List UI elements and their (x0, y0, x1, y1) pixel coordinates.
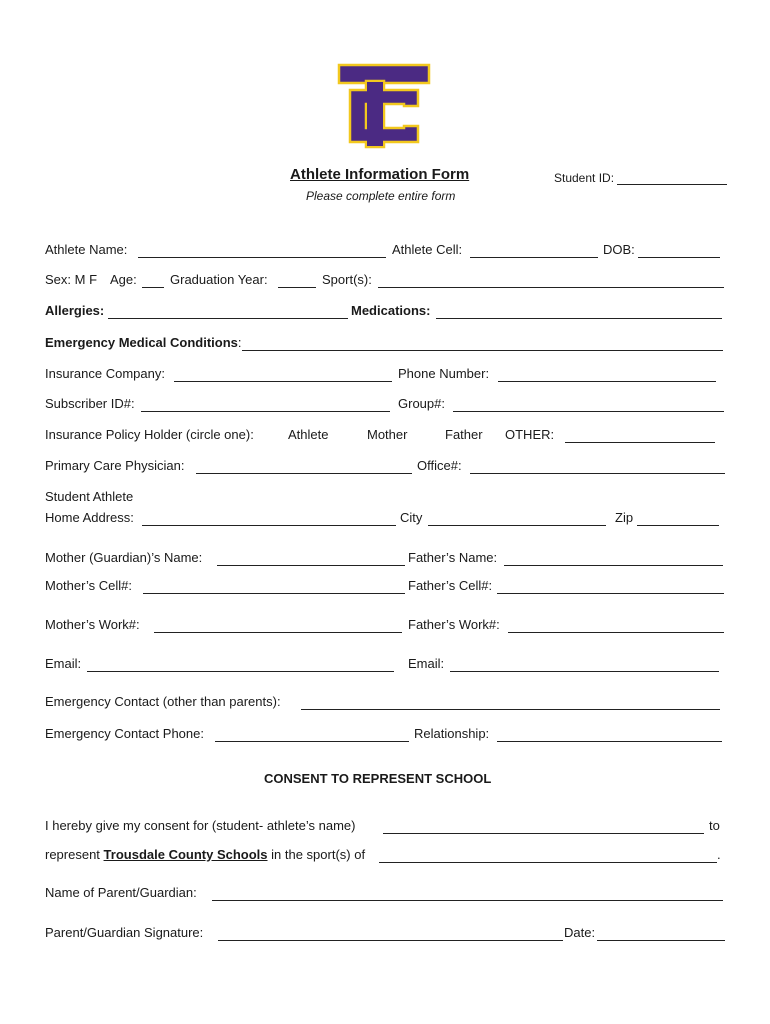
signature-field[interactable] (218, 940, 563, 941)
mother-work-label: Mother’s Work#: (45, 617, 140, 632)
office-label: Office#: (417, 458, 462, 473)
policy-option-mother[interactable]: Mother (367, 427, 408, 442)
student-id-field[interactable] (617, 184, 727, 185)
phone-number-label: Phone Number: (398, 366, 490, 381)
address-label-line1: Student Athlete (45, 489, 134, 504)
father-work-label: Father’s Work#: (408, 617, 500, 632)
emergency-conditions-label (45, 335, 242, 350)
athlete-name-label: Athlete Name: (45, 242, 128, 257)
office-field[interactable] (470, 473, 725, 474)
policy-other-field[interactable] (565, 442, 715, 443)
address-label-line2: Home Address: (45, 510, 134, 525)
age-field[interactable] (142, 287, 164, 288)
zip-field[interactable] (637, 525, 719, 526)
consent-sport-field[interactable] (379, 862, 717, 863)
school-logo (336, 62, 432, 152)
mother-email-label: Email: (45, 656, 82, 671)
allergies-field[interactable] (108, 318, 348, 319)
city-field[interactable] (428, 525, 606, 526)
mother-cell-label: Mother’s Cell#: (45, 578, 132, 593)
medications-label: Medications: (351, 303, 431, 318)
mother-name-label: Mother (Guardian)’s Name: (45, 550, 203, 565)
parent-name-label: Name of Parent/Guardian: (45, 885, 197, 900)
consent-title: CONSENT TO REPRESENT SCHOOL (264, 771, 492, 786)
mother-name-field[interactable] (217, 565, 405, 566)
allergies-label: Allergies: (45, 303, 105, 318)
policy-option-father[interactable]: Father (445, 427, 483, 442)
insurance-company-field[interactable] (174, 381, 392, 382)
athlete-cell-field[interactable] (470, 257, 598, 258)
mother-cell-field[interactable] (143, 593, 405, 594)
father-email-label: Email: (408, 656, 445, 671)
subscriber-id-label: Subscriber ID#: (45, 396, 135, 411)
subscriber-id-field[interactable] (141, 411, 390, 412)
grad-year-field[interactable] (278, 287, 316, 288)
father-cell-field[interactable] (497, 593, 724, 594)
relationship-label: Relationship: (414, 726, 490, 741)
medications-field[interactable] (436, 318, 722, 319)
policy-option-athlete[interactable]: Athlete (288, 427, 329, 442)
form-title: Athlete Information Form (290, 166, 470, 183)
emergency-contact-label: Emergency Contact (other than parents): (45, 694, 281, 709)
city-label: City (400, 510, 423, 525)
consent-line1-text: I hereby give my consent for (student- athlete’s name) (45, 818, 356, 833)
relationship-field[interactable] (497, 741, 722, 742)
sex-label: Sex: M F (45, 272, 98, 287)
insurance-company-label: Insurance Company: (45, 366, 165, 381)
phone-number-field[interactable] (498, 381, 716, 382)
group-label: Group#: (398, 396, 445, 411)
dob-field[interactable] (638, 257, 720, 258)
consent-line2-end: . (717, 847, 721, 862)
mother-email-field[interactable] (87, 671, 394, 672)
consent-line1-end: to (709, 818, 720, 833)
physician-label: Primary Care Physician: (45, 458, 185, 473)
policy-holder-label: Insurance Policy Holder (circle one): (45, 427, 254, 442)
sports-label: Sport(s): (322, 272, 372, 287)
form-subtitle: Please complete entire form (306, 189, 456, 203)
address-field[interactable] (142, 525, 396, 526)
grad-year-label: Graduation Year: (170, 272, 268, 287)
group-field[interactable] (453, 411, 724, 412)
consent-represent-text: represent (45, 847, 100, 862)
father-name-field[interactable] (504, 565, 723, 566)
father-cell-label: Father’s Cell#: (408, 578, 493, 593)
physician-field[interactable] (196, 473, 412, 474)
emergency-conditions-text: Emergency Medical Conditions (45, 335, 238, 350)
emergency-contact-field[interactable] (301, 709, 720, 710)
dob-label: DOB: (603, 242, 635, 257)
consent-line2 (45, 847, 365, 862)
age-label: Age: (110, 272, 137, 287)
emergency-conditions-field[interactable] (242, 350, 723, 351)
consent-student-name-field[interactable] (383, 833, 704, 834)
zip-label: Zip (615, 510, 634, 525)
father-email-field[interactable] (450, 671, 719, 672)
father-name-label: Father’s Name: (408, 550, 498, 565)
athlete-name-field[interactable] (138, 257, 386, 258)
emergency-phone-label: Emergency Contact Phone: (45, 726, 204, 741)
mother-work-field[interactable] (154, 632, 402, 633)
date-label: Date: (564, 925, 596, 940)
signature-label: Parent/Guardian Signature: (45, 925, 204, 940)
emergency-conditions-colon: : (237, 335, 242, 350)
sports-field[interactable] (378, 287, 724, 288)
athlete-cell-label: Athlete Cell: (392, 242, 463, 257)
parent-name-field[interactable] (212, 900, 723, 901)
date-field[interactable] (597, 940, 725, 941)
consent-sport-text: in the sport(s) of (271, 847, 366, 862)
school-name: Trousdale County Schools (103, 847, 268, 862)
student-id-label: Student ID: (554, 171, 615, 185)
policy-option-other[interactable]: OTHER: (505, 427, 555, 442)
emergency-phone-field[interactable] (215, 741, 409, 742)
father-work-field[interactable] (508, 632, 724, 633)
